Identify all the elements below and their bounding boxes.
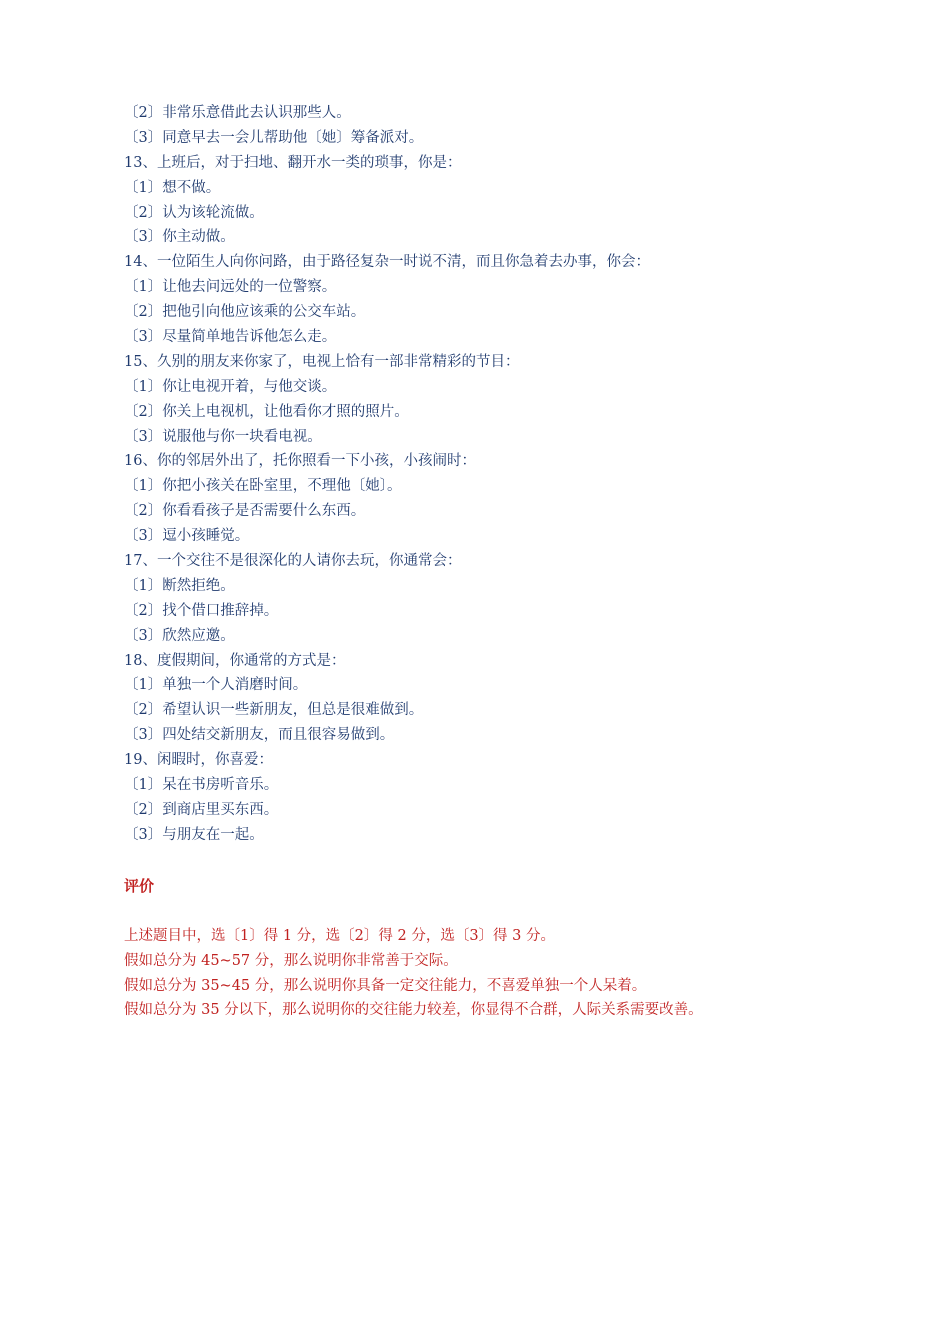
option-line: 〔2〕你关上电视机，让他看你才照的照片。: [124, 403, 409, 420]
option-line: 〔2〕你看看孩子是否需要什么东西。: [124, 503, 366, 520]
option-line: 〔1〕断然拒绝。: [124, 577, 235, 594]
question-line: 17、一个交往不是很深化的人请你去玩，你通常会：: [124, 553, 462, 570]
option-line: 〔3〕说服他与你一块看电视。: [124, 428, 322, 445]
option-line: 〔3〕同意早去一会儿帮助他〔她〕筹备派对。: [124, 129, 424, 146]
evaluation-line: 假如总分为 45~57 分，那么说明你非常善于交际。: [124, 952, 458, 969]
question-line: 16、你的邻居外出了，托你照看一下小孩，小孩闹时：: [124, 453, 476, 470]
evaluation-section: [124, 924, 904, 1024]
question-line: 18、度假期间，你通常的方式是：: [124, 652, 346, 669]
option-line: 〔3〕欣然应邀。: [124, 627, 235, 644]
option-line: 〔3〕四处结交新朋友，而且很容易做到。: [124, 727, 395, 744]
question-line: 15、久别的朋友来你家了，电视上恰有一部非常精彩的节目：: [124, 353, 520, 370]
document-page: [124, 101, 904, 1023]
evaluation-line: 假如总分为 35 分以下，那么说明你的交往能力较差，你显得不合群，人际关系需要改善。: [124, 1002, 703, 1019]
option-line: 〔2〕把他引向他应该乘的公交车站。: [124, 304, 366, 321]
option-line: 〔3〕与朋友在一起。: [124, 826, 264, 843]
option-line: 〔1〕让他去问远处的一位警察。: [124, 279, 337, 296]
question-line: 14、一位陌生人向你问路，由于路径复杂一时说不清，而且你急着去办事，你会：: [124, 254, 650, 271]
option-line: 〔1〕你让电视开着，与他交谈。: [124, 378, 337, 395]
evaluation-line: 上述题目中，选〔1〕得 1 分，选〔2〕得 2 分，选〔3〕得 3 分。: [124, 927, 556, 944]
option-line: 〔2〕非常乐意借此去认识那些人。: [124, 105, 351, 121]
option-line: 〔1〕你把小孩关在卧室里，不理他〔她〕。: [124, 478, 402, 495]
option-line: 〔3〕你主动做。: [124, 229, 235, 246]
question-line: 13、上班后，对于扫地、翻开水一类的琐事，你是：: [124, 154, 462, 171]
evaluation-line: 假如总分为 35~45 分，那么说明你具备一定交往能力，不喜爱单独一个人呆着。: [124, 977, 647, 994]
question-line: 19、闲暇时，你喜爱：: [124, 752, 273, 769]
option-line: 〔3〕尽量简单地告诉他怎么走。: [124, 329, 337, 346]
option-line: 〔2〕认为该轮流做。: [124, 204, 264, 221]
option-line: 〔2〕希望认识一些新朋友，但总是很难做到。: [124, 702, 424, 719]
option-line: 〔3〕逗小孩睡觉。: [124, 528, 250, 545]
option-line: 〔1〕呆在书房听音乐。: [124, 777, 279, 794]
option-line: 〔2〕到商店里买东西。: [124, 801, 279, 818]
option-line: 〔2〕找个借口推辞掉。: [124, 602, 279, 619]
option-line: 〔1〕想不做。: [124, 179, 221, 196]
questions-section: [124, 101, 904, 848]
evaluation-heading: 评价: [124, 876, 155, 895]
option-line: 〔1〕单独一个人消磨时间。: [124, 677, 308, 694]
